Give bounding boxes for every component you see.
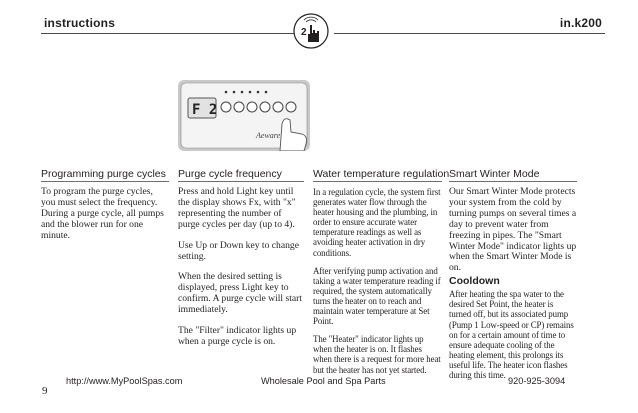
col1-heading: Programming purge cycles (41, 168, 166, 180)
col1-rule (41, 181, 169, 182)
page-number: 9 (42, 385, 48, 397)
header-rule-right (334, 33, 605, 34)
col4-rule (449, 181, 577, 182)
footer-website-link[interactable]: http://www.MyPoolSpas.com (66, 376, 183, 386)
hand-press-logo-icon (292, 12, 330, 50)
col3-paragraph-3: The "Heater" indicator lights up when the heater is on. It flashes when there is a request for more heat but the heater has not yet started. (313, 334, 441, 375)
header-section-title: instructions (44, 16, 116, 30)
control-panel-illustration (178, 80, 310, 151)
col2-paragraph-1: Press and hold Light key until the display shows Fx, with "x" representing the number of purge cycles per day (up to 4). (178, 186, 296, 230)
col4-body (449, 187, 577, 380)
col2-paragraph-4: The "Filter" indicator lights up when a purge cycle is on. (178, 325, 297, 347)
footer-phone: 920-925-3094 (508, 376, 566, 386)
col3-paragraph-2: After verifying pump activation and taking a water temperature reading if required, the system automatically turns the heater on to reach and maintain water temperature at Set Point. (313, 265, 441, 327)
col2-paragraph-2: Use Up or Down key to change setting. (178, 239, 299, 262)
col4-subheading: Cooldown (449, 275, 500, 288)
header-rule-left (41, 33, 294, 34)
col3-body (313, 187, 442, 375)
col3-paragraph-1: In a regulation cycle, the system first generates water flow through the heater housing and the plumbing, in order to ensure accurate water temperature readings as well as avoiding heater activation in dry conditions. (313, 187, 441, 258)
col1-paragraph: To program the purge cycles, you must select the frequency. During a purge cycle, all pumps and the blower run for one minute. (41, 186, 164, 241)
panel-brand: Aeware (256, 131, 281, 140)
badge-number: 2 (301, 27, 307, 38)
col2-heading: Purge cycle frequency (178, 168, 282, 180)
col3-rule (313, 181, 442, 182)
panel-display-readout: F 2 (192, 102, 218, 118)
col2-rule (178, 181, 304, 182)
header-model-name: in.k200 (559, 16, 602, 30)
col3-heading: Water temperature regulation (313, 168, 450, 180)
col4-heading: Smart Winter Mode (449, 168, 540, 180)
col4-sub-paragraph: After heating the spa water to the desired Set Point, the heater is turned off, but its associated pump (Pump 1 Low-speed or CP) remains on for a certain amount of time to ensure adequate cooling of the heating element, this prolongs its useful life. The heater icon flashes during this time. (449, 289, 574, 380)
footer-tagline: Wholesale Pool and Spa Parts (261, 376, 386, 386)
col2-paragraph-3: When the desired setting is displayed, press Light key to confirm. A purge cycle will start immediately. (178, 271, 302, 316)
col1-body (41, 187, 169, 242)
col4-paragraph: Our Smart Winter Mode protects your system from the cold by turning pumps on several times a day to prevent water from freezing in pipes. The "Smart Winter Mode" indicator lights up when the Smart Winter Mode is on. (449, 186, 577, 274)
col2-body (178, 187, 304, 348)
